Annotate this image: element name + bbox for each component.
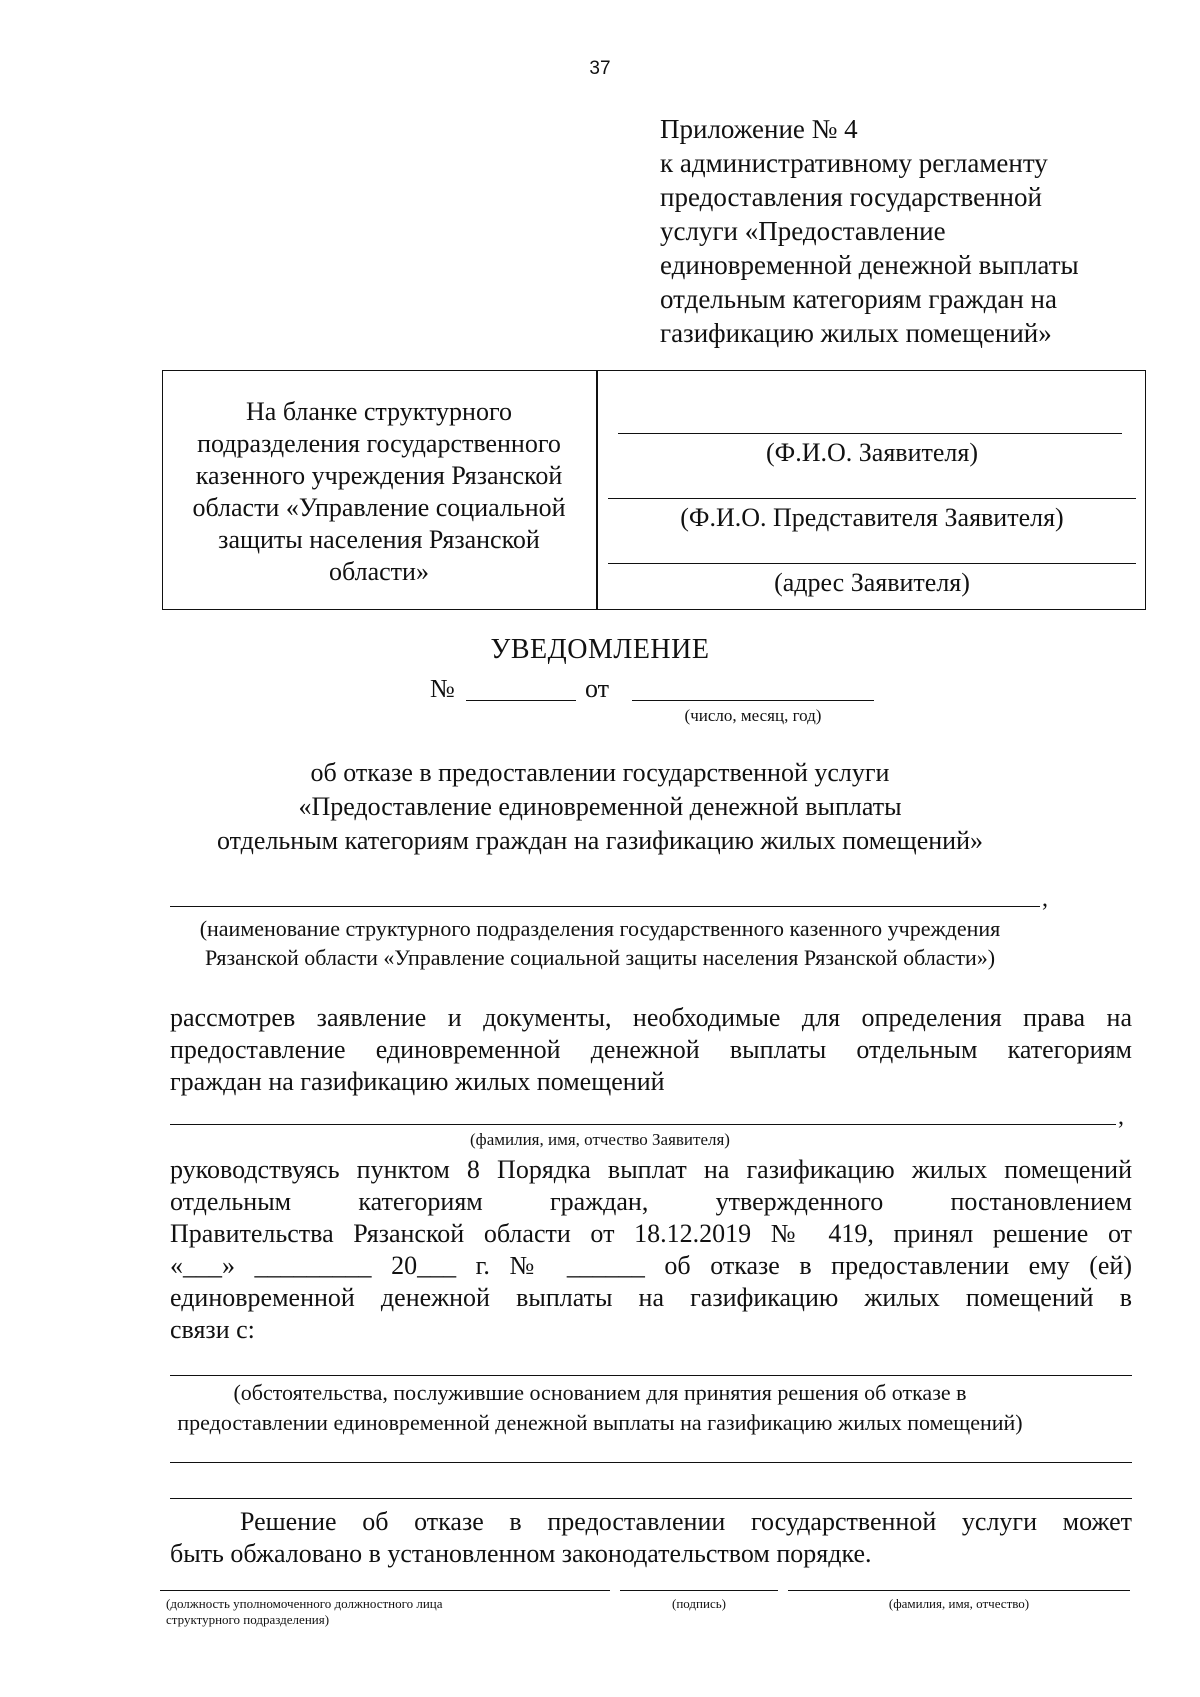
signature-position-hint-line: структурного подразделения) [166, 1612, 330, 1627]
applicant-address-line[interactable] [608, 563, 1136, 564]
notice-from-word: от [585, 674, 610, 703]
appendix-line: Приложение № 4 [660, 114, 858, 144]
letterhead-line: области» [329, 557, 429, 586]
subject-line: отдельным категориям граждан на газификацию жилых помещений» [217, 826, 983, 855]
applicant-name-label: (Ф.И.О. Заявителя) [766, 438, 978, 467]
representative-name-line[interactable] [608, 498, 1136, 499]
letterhead-note [164, 396, 594, 588]
representative-name-label: (Ф.И.О. Представителя Заявителя) [680, 503, 1064, 532]
decision-line: Правительства Рязанской области от 18.12.2019 № 419, принял решение от [170, 1219, 1132, 1248]
review-line: граждан на газификацию жилых помещений [170, 1067, 665, 1096]
decision-line: «___» _________ 20___ г. № ______ об отказе в предоставлении ему (ей) [170, 1251, 1132, 1280]
decision-line: единовременной денежной выплаты на газификацию жилых помещений в [170, 1283, 1132, 1312]
signature-position-hint [166, 1596, 443, 1628]
notice-number-field[interactable] [466, 700, 576, 701]
signature-position-hint-line: (должность уполномоченного должностного лица [166, 1596, 443, 1611]
signature-position-field[interactable] [160, 1590, 610, 1591]
circumstances-extra-line-2[interactable] [170, 1498, 1132, 1499]
applicant-comma: , [1118, 1104, 1124, 1130]
circumstances-field[interactable] [170, 1375, 1132, 1376]
appendix-line: услуги «Предоставление [660, 216, 946, 246]
decision-line: связи с: [170, 1315, 255, 1344]
appeal-paragraph [170, 1506, 1132, 1570]
appeal-line: быть обжаловано в установленном законодательством порядке. [170, 1539, 872, 1568]
signature-field[interactable] [620, 1590, 778, 1591]
circumstances-hint-line: (обстоятельства, послужившие основанием для принятия решения об отказе в [233, 1380, 967, 1405]
department-comma: , [1042, 886, 1048, 912]
notice-subject [0, 756, 1200, 858]
review-paragraph [170, 1002, 1132, 1098]
letterhead-line: области «Управление социальной [192, 493, 566, 522]
header-table-divider [596, 370, 598, 610]
decision-line: отдельным категориям граждан, утвержденного постановлением [170, 1187, 1132, 1216]
applicant-address-label: (адрес Заявителя) [774, 568, 970, 597]
circumstances-hint-line: предоставлении единовременной денежной выплаты на газификацию жилых помещений) [177, 1410, 1023, 1435]
signature-name-hint: (фамилия, имя, отчество) [888, 1596, 1030, 1611]
review-line: рассмотрев заявление и документы, необходимые для определения права на [170, 1003, 1132, 1032]
page-number: 37 [589, 58, 611, 79]
notice-title: УВЕДОМЛЕНИЕ [490, 634, 710, 665]
review-line: предоставление единовременной денежной выплаты отдельным категориям [170, 1035, 1132, 1064]
department-hint-line: (наименование структурного подразделения государственного казенного учреждения [199, 916, 1001, 941]
signature-fullname-field[interactable] [788, 1590, 1130, 1591]
decision-line: руководствуясь пунктом 8 Порядка выплат на газификацию жилых помещений [170, 1155, 1132, 1184]
decision-paragraph [170, 1154, 1132, 1346]
applicant-fullname-hint: (фамилия, имя, отчество Заявителя) [470, 1130, 730, 1149]
appendix-line: к административному регламенту [660, 148, 1048, 178]
notice-date-hint: (число, месяц, год) [684, 706, 822, 725]
appendix-line: предоставления государственной [660, 182, 1042, 212]
appendix-line: отдельным категориям граждан на [660, 284, 1057, 314]
subject-line: об отказе в предоставлении государственной услуги [310, 758, 890, 787]
applicant-fullname-field[interactable] [170, 1124, 1116, 1125]
applicant-name-line[interactable] [618, 433, 1122, 434]
letterhead-line: защиты населения Рязанской [218, 525, 540, 554]
department-hint-line: Рязанской области «Управление социальной защиты населения Рязанской области») [204, 945, 996, 970]
appendix-line: газификацию жилых помещений» [660, 318, 1052, 348]
appendix-heading [660, 112, 1180, 350]
signature-hint: (подпись) [672, 1596, 726, 1611]
circumstances-hint [0, 1378, 1200, 1438]
subject-line: «Предоставление единовременной денежной выплаты [298, 792, 902, 821]
notice-number-sign: № [430, 674, 455, 703]
department-name-field[interactable] [170, 906, 1040, 907]
letterhead-line: подразделения государственного [197, 429, 561, 458]
department-hint [0, 914, 1200, 972]
letterhead-line: казенного учреждения Рязанской [195, 461, 563, 490]
circumstances-extra-line-1[interactable] [170, 1462, 1132, 1463]
appendix-line: единовременной денежной выплаты [660, 250, 1079, 280]
notice-date-field[interactable] [632, 700, 874, 701]
appeal-line: Решение об отказе в предоставлении государственной услуги может [240, 1507, 1132, 1536]
letterhead-line: На бланке структурного [246, 397, 512, 426]
